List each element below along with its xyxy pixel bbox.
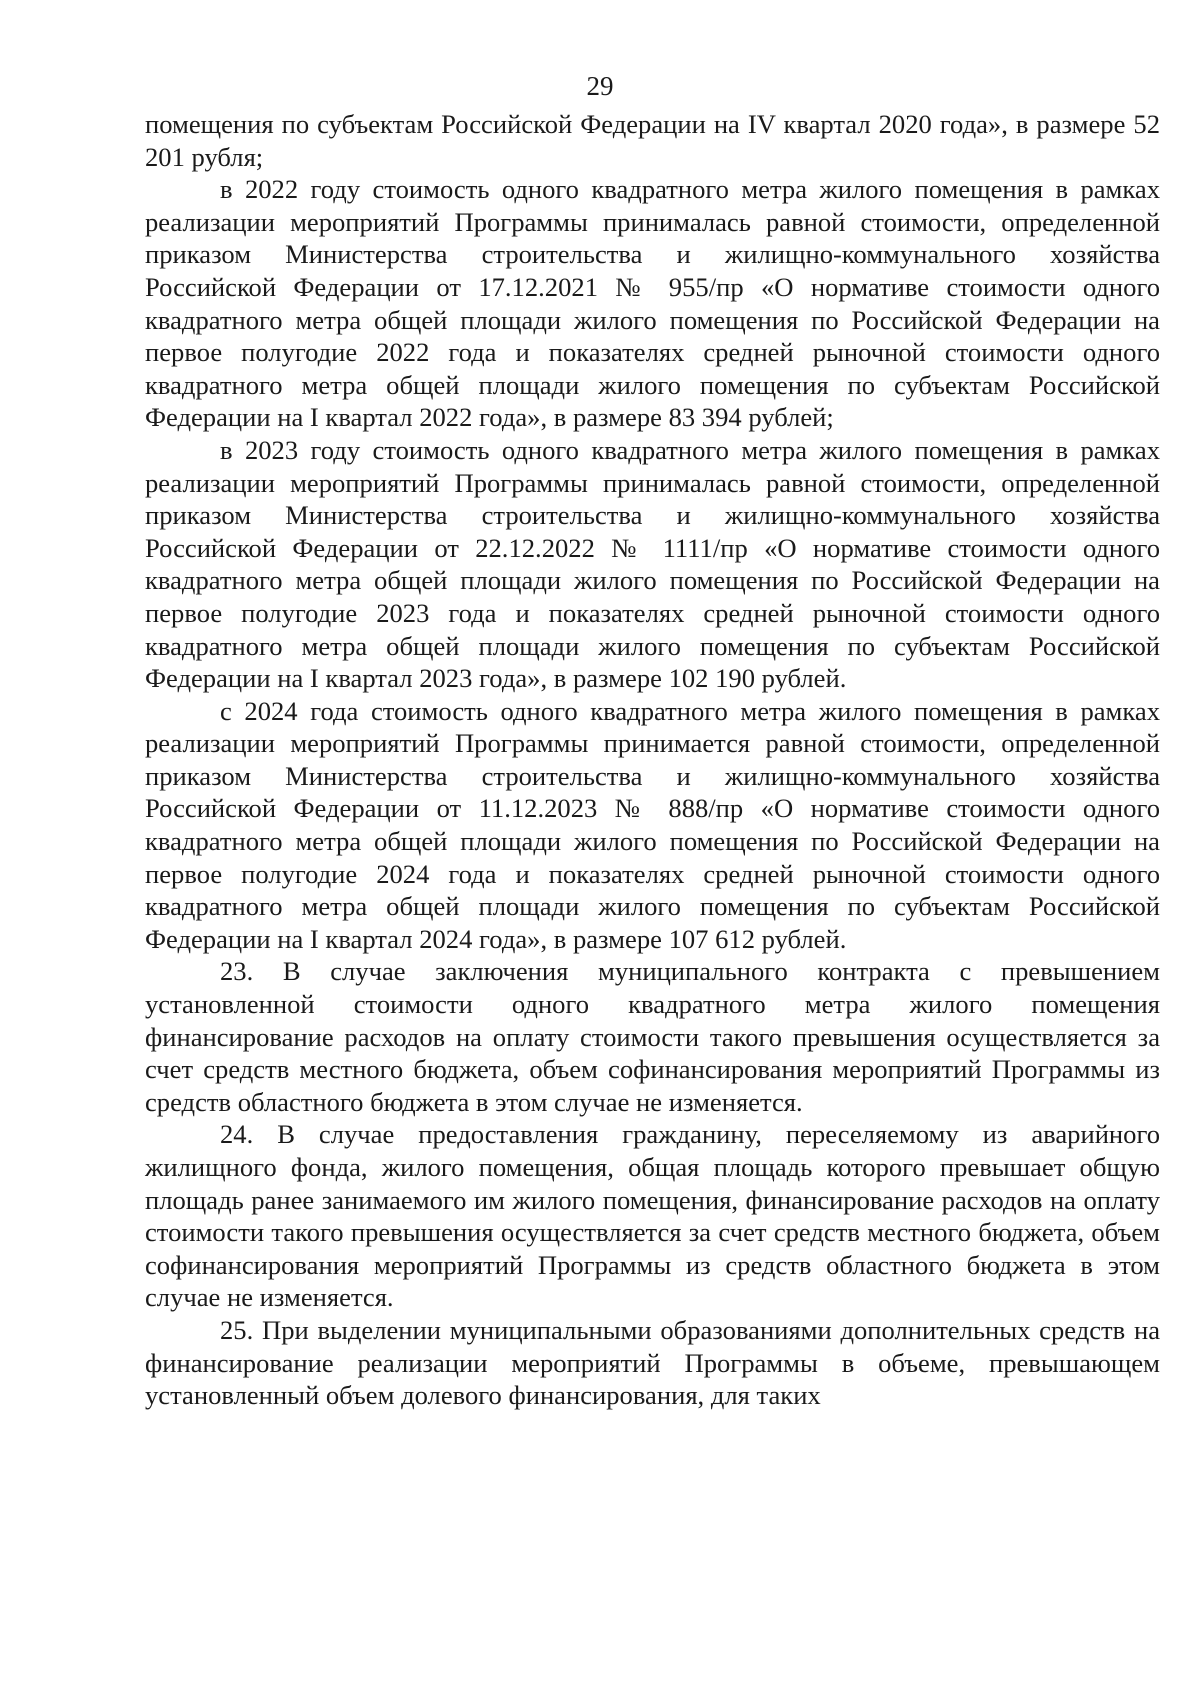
paragraph-2022-cost: в 2022 году стоимость одного квадратного метра жилого помещения в рамках реализации мероприятий Программы принималась равной стоимости, определенной приказом Министерства строительства и жилищно-коммунального хозяйства Российской Федерации от 17.12.2021 № 955/пр «О нормативе стоимости одного квадратного метра общей площади жилого помещения по Российской Федерации на первое полугодие 2022 года и показателях средней рыночной стоимости одного квадратного метра общей площади жилого помещения по субъектам Российской Федерации на I квартал 2022 года», в размере 83 394 рублей; — [145, 174, 1160, 433]
paragraph-2024-cost: с 2024 года стоимость одного квадратного метра жилого помещения в рамках реализации мероприятий Программы принимается равной стоимости, определенной приказом Министерства строительства и жилищно-коммунального хозяйства Российской Федерации от 11.12.2023 № 888/пр «О нормативе стоимости одного квадратного метра общей площади жилого помещения по Российской Федерации на первое полугодие 2024 года и показателях средней рыночной стоимости одного квадратного метра общей площади жилого помещения по субъектам Российской Федерации на I квартал 2024 года», в размере 107 612 рублей. — [145, 695, 1160, 954]
page-number: 29 — [586, 71, 614, 101]
paragraph-clause-23: 23. В случае заключения муниципального контракта с превышением установленной стоимости одного квадратного метра жилого помещения финансирование расходов на оплату стоимости такого превышения осуществляется за счет средств местного бюджета, объем софинансирования мероприятий Программы из средств областного бюджета в этом случае не изменяется. — [145, 956, 1160, 1117]
paragraph-continuation: помещения по субъектам Российской Федерации на IV квартал 2020 года», в размере 52 201 рубля; — [145, 109, 1160, 172]
paragraph-clause-24: 24. В случае предоставления гражданину, переселяемому из аварийного жилищного фонда, жилого помещения, общая площадь которого превышает общую площадь ранее занимаемого им жилого помещения, финансирование расходов на оплату стоимости такого превышения осуществляется за счет средств местного бюджета, объем софинансирования мероприятий Программы из средств областного бюджета в этом случае не изменяется. — [145, 1119, 1160, 1313]
document-body — [145, 108, 1160, 1412]
paragraph-clause-25: 25. При выделении муниципальными образованиями дополнительных средств на финансирование реализации мероприятий Программы в объеме, превышающем установленный объем долевого финансирования, для таких — [145, 1314, 1160, 1411]
paragraph-2023-cost: в 2023 году стоимость одного квадратного метра жилого помещения в рамках реализации мероприятий Программы принималась равной стоимости, определенной приказом Министерства строительства и жилищно-коммунального хозяйства Российской Федерации от 22.12.2022 № 1111/пр «О нормативе стоимости одного квадратного метра общей площади жилого помещения по Российской Федерации на первое полугодие 2023 года и показателях средней рыночной стоимости одного квадратного метра общей площади жилого помещения по субъектам Российской Федерации на I квартал 2023 года», в размере 102 190 рублей. — [145, 434, 1160, 694]
